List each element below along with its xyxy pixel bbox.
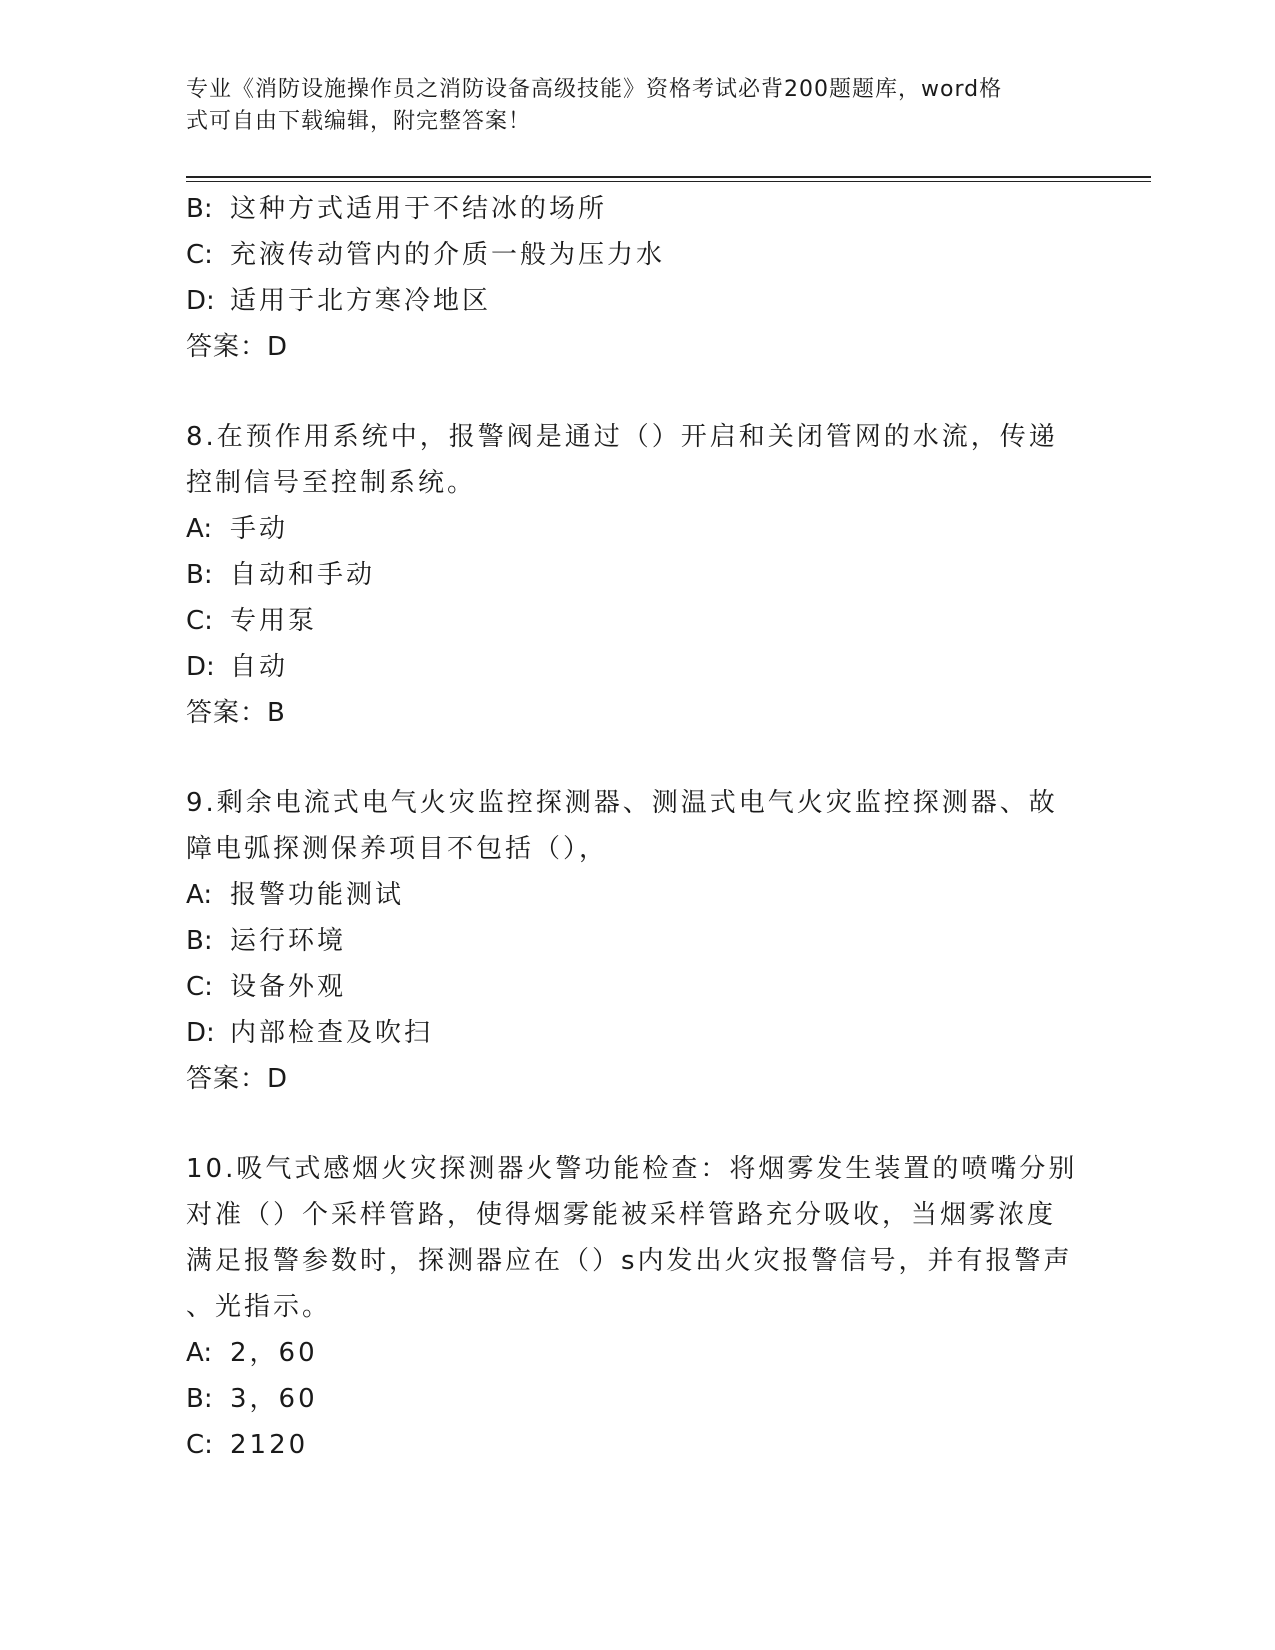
question-list (186, 186, 1086, 1468)
header-line-1: 专业《消防设施操作员之消防设备高级技能》资格考试必背200题题库，word格 (186, 77, 1003, 102)
question-stem-line: 、光指示。 (186, 1292, 332, 1322)
option-d: D: 适用于北方寒冷地区 (186, 286, 492, 316)
option-c: C: 2120 (186, 1430, 309, 1460)
question-stem-line: 满足报警参数时，探测器应在（）s内发出火灾报警信号，并有报警声 (186, 1246, 1073, 1276)
answer: 答案：D (186, 1064, 289, 1094)
question-9 (186, 780, 1086, 1102)
option-c: C: 专用泵 (186, 606, 318, 636)
option-b: B: 自动和手动 (186, 560, 376, 590)
header-line-2: 式可自由下载编辑，附完整答案！ (186, 109, 532, 134)
option-a: A: 报警功能测试 (186, 880, 405, 910)
option-c: C: 充液传动管内的介质一般为压力水 (186, 240, 666, 270)
option-b: B: 3，60 (186, 1384, 318, 1414)
document-header (186, 74, 1066, 138)
option-d: D: 内部检查及吹扫 (186, 1018, 434, 1048)
header-divider-thin (186, 181, 1151, 182)
answer: 答案：D (186, 332, 289, 362)
option-c: C: 设备外观 (186, 972, 347, 1002)
question-7-continued (186, 186, 1086, 370)
question-stem-line: 对准（）个采样管路，使得烟雾能被采样管路充分吸收，当烟雾浓度 (186, 1200, 1057, 1230)
header-divider-thick (186, 176, 1151, 178)
question-8 (186, 414, 1086, 736)
question-10 (186, 1146, 1086, 1468)
option-d: D: 自动 (186, 652, 289, 682)
question-stem-line: 10.吸气式感烟火灾探测器火警功能检查：将烟雾发生装置的喷嘴分别 (186, 1154, 1078, 1184)
question-stem-line: 9.剩余电流式电气火灾监控探测器、测温式电气火灾监控探测器、故 (186, 788, 1058, 818)
question-stem-line: 障电弧探测保养项目不包括（）， (186, 834, 609, 864)
option-b: B: 运行环境 (186, 926, 347, 956)
option-a: A: 2，60 (186, 1338, 318, 1368)
option-b: B: 这种方式适用于不结冰的场所 (186, 194, 608, 224)
question-stem-line: 控制信号至控制系统。 (186, 468, 477, 498)
question-stem-line: 8.在预作用系统中，报警阀是通过（）开启和关闭管网的水流，传递 (186, 422, 1058, 452)
answer: 答案：B (186, 698, 286, 728)
option-a: A: 手动 (186, 514, 289, 544)
